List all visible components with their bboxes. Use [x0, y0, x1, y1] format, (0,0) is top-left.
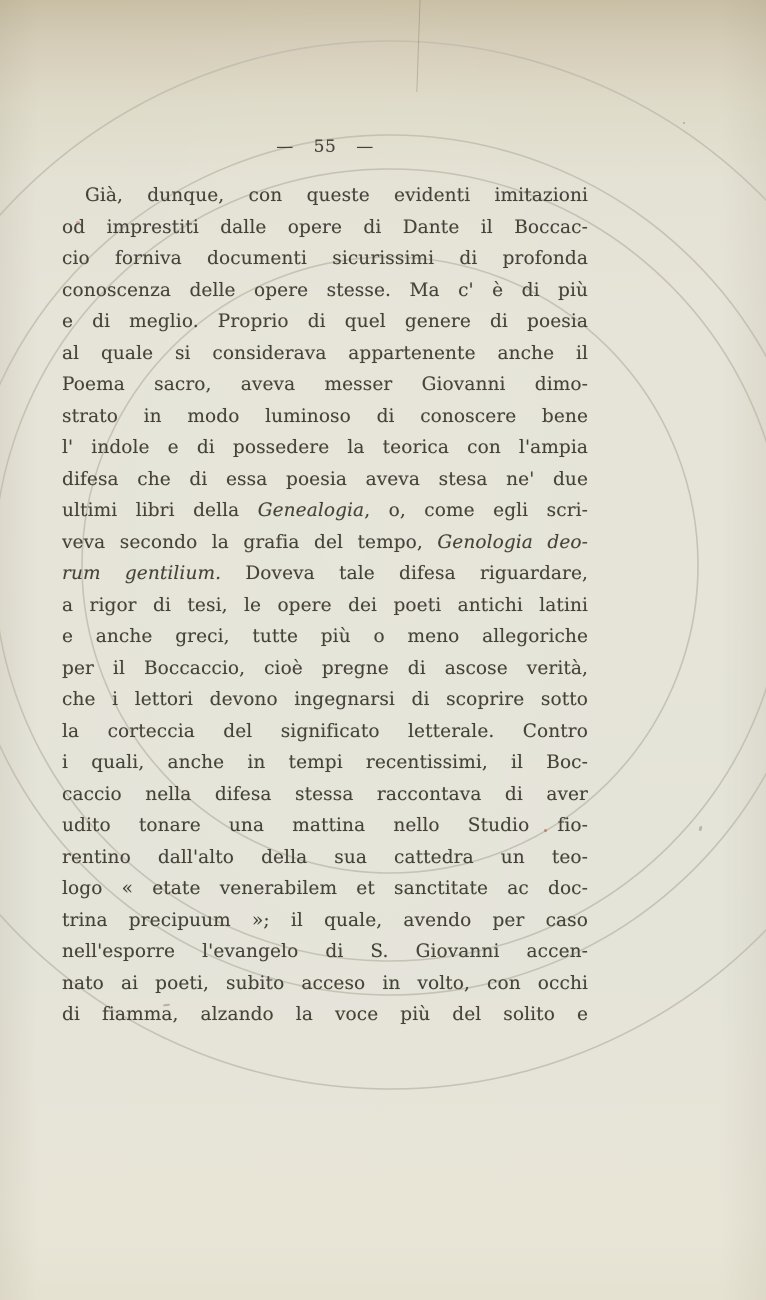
text-line [62, 558, 588, 590]
text-line [62, 968, 588, 1000]
text-line [62, 842, 588, 874]
text-segment: di fiamma, alzando la voce più del solito e [62, 1004, 588, 1025]
text-segment: logo « etate venerabilem et sanctitate ac doc- [62, 878, 588, 899]
text-segment: i quali, anche in tempi recentissimi, il Boc- [62, 752, 588, 773]
text-segment: udito tonare una mattina nello Studio fio- [62, 815, 588, 836]
text-segment: difesa che di essa poesia aveva stesa ne' due [62, 468, 588, 490]
body-text [62, 180, 588, 1031]
text-segment: od imprestiti dalle opere di Dante il Boccac- [62, 216, 588, 238]
text-line [62, 369, 588, 401]
text-line [62, 747, 588, 779]
text-line [62, 810, 588, 842]
text-line [62, 306, 588, 338]
text-segment: ultimi libri della [62, 500, 258, 521]
text-segment: e di meglio. Proprio di quel genere di poesia [62, 311, 588, 332]
text-segment: rentino dall'alto della sua cattedra un teo- [62, 846, 588, 868]
text-line [62, 401, 588, 433]
text-segment: Doveva tale difesa riguardare, [221, 563, 588, 584]
text-segment: e anche greci, tutte più o meno allegoriche [62, 626, 588, 647]
text-segment: per il Boccaccio, cioè pregne di ascose verità, [62, 657, 588, 679]
text-segment: l' indole e di possedere la teorica con l'ampia [62, 437, 588, 458]
text-segment: nato ai poeti, subito acceso in volto, con occhi [62, 972, 588, 994]
text-line [62, 432, 588, 464]
text-line [62, 999, 588, 1031]
text-line [62, 243, 588, 275]
italic-text-segment: Genologia deo- [437, 531, 588, 553]
text-segment: al quale si considerava appartenente anche il [62, 342, 588, 364]
text-line [62, 338, 588, 370]
text-line [62, 873, 588, 905]
text-line [62, 905, 588, 937]
text-line [62, 590, 588, 622]
text-line [62, 621, 588, 653]
text-line [62, 716, 588, 748]
text-segment: conoscenza delle opere stesse. Ma c' è di più [62, 279, 588, 301]
text-segment: che i lettori devono ingegnarsi di scoprire sotto [62, 689, 588, 710]
text-segment: nell'esporre l'evangelo di S. Giovanni accen- [62, 941, 588, 962]
text-segment: cio forniva documenti sicurissimi di profonda [62, 248, 588, 269]
italic-text-segment: rum gentilium. [62, 563, 222, 584]
text-line [62, 936, 588, 968]
text-segment: strato in modo luminoso di conoscere bene [62, 405, 588, 427]
text-line [62, 653, 588, 685]
text-segment: a rigor di tesi, le opere dei poeti antichi latini [62, 594, 588, 616]
text-line [62, 180, 588, 212]
text-segment: caccio nella difesa stessa raccontava di aver [62, 783, 588, 805]
text-segment: la corteccia del significato letterale. Contro [62, 720, 588, 742]
text-line [62, 275, 588, 307]
text-line [62, 495, 588, 527]
italic-text-segment: Genealogia [257, 500, 365, 521]
text-line [62, 684, 588, 716]
paper-speck [683, 122, 685, 124]
text-line [62, 212, 588, 244]
text-segment: , o, come egli scri- [364, 500, 588, 521]
text-line [62, 464, 588, 496]
text-segment: Poema sacro, aveva messer Giovanni dimo- [62, 374, 588, 395]
text-segment: Già, dunque, con queste evidenti imitazioni [85, 185, 588, 206]
text-line [62, 779, 588, 811]
text-line [62, 527, 588, 559]
text-segment: veva secondo la grafia del tempo, [62, 531, 438, 553]
paper-crease [416, 0, 420, 92]
page-number: — 55 — [276, 137, 374, 157]
text-segment: trina precipuum »; il quale, avendo per caso [62, 909, 588, 931]
paper-speck [698, 826, 702, 832]
